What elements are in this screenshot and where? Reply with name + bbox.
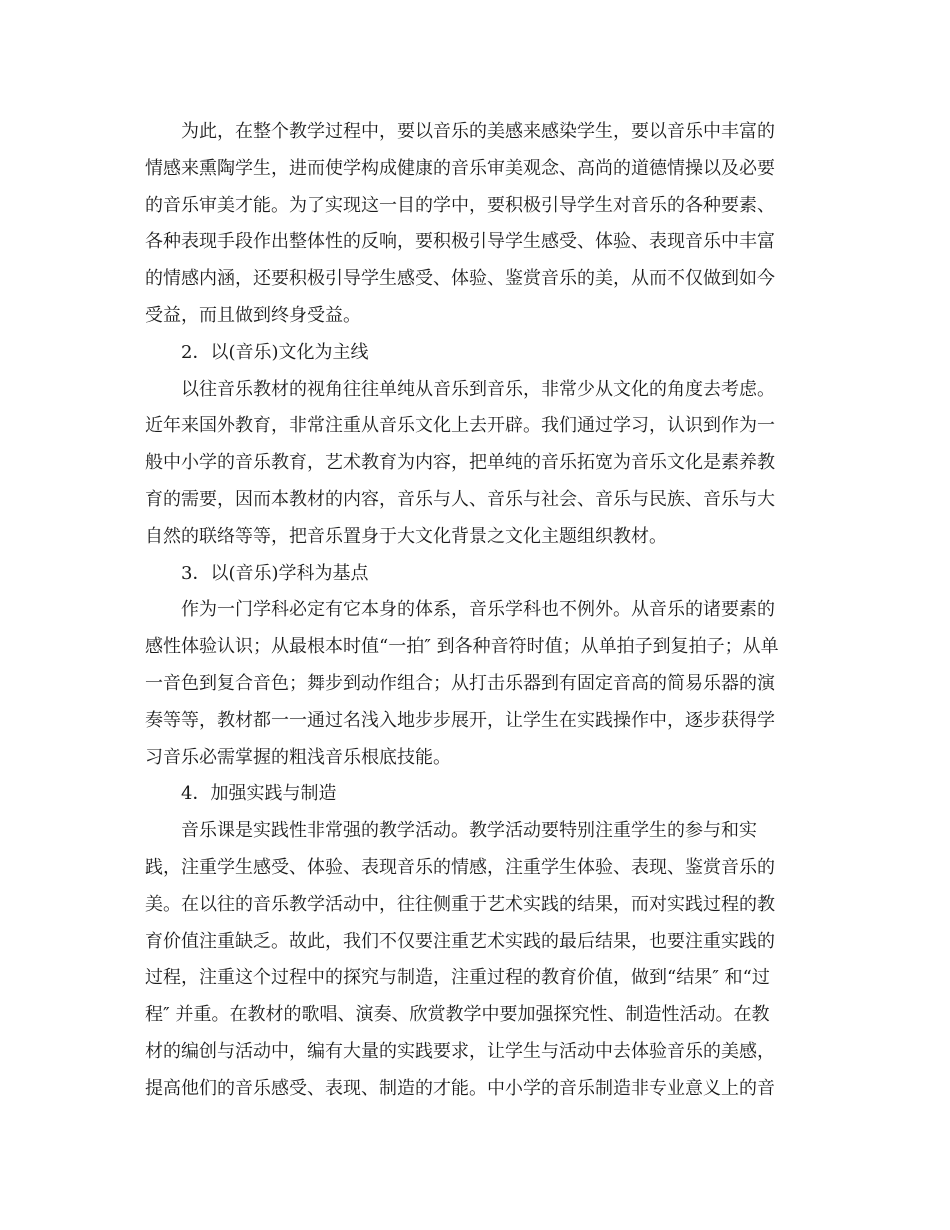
text-line: 材的编创与活动中，编有大量的实践要求，让学生与活动中去体验音乐的美感，	[145, 1040, 775, 1062]
text-line: 美。在以往的音乐教学活动中，往往侧重于艺术实践的结果，而对实践过程的教	[145, 893, 775, 915]
text-line: 2．以(音乐)文化为主线	[181, 341, 369, 363]
text-line: 奏等等，教材都一一通过名浅入地步步展开，让学生在实践操作中，逐步获得学	[145, 709, 775, 731]
text-line: 以往音乐教材的视角往往单纯从音乐到音乐，非常少从文化的角度去考虑。	[181, 378, 775, 400]
text-line: 自然的联络等等，把音乐置身于大文化背景之文化主题组织教材。	[145, 525, 667, 547]
text-line: 为此，在整个教学过程中，要以音乐的美感来感染学生，要以音乐中丰富的	[181, 121, 775, 142]
text-line: 作为一门学科必定有它本身的体系，音乐学科也不例外。从音乐的诸要素的	[181, 599, 775, 621]
text-line: 受益，而且做到终身受益。	[145, 304, 361, 326]
text-line: 情感来熏陶学生，进而使学构成健康的音乐审美观念、高尚的道德情操以及必要	[145, 157, 775, 179]
text-line: 提高他们的音乐感受、表现、制造的才能。中小学的音乐制造非专业意义上的音	[145, 1077, 775, 1099]
text-line: 的情感内涵，还要积极引导学生感受、体验、鉴赏音乐的美，从而不仅做到如今	[145, 268, 775, 290]
text-line: 3．以(音乐)学科为基点	[181, 562, 369, 584]
text-line: 音乐课是实践性非常强的教学活动。教学活动要特别注重学生的参与和实	[181, 820, 757, 842]
text-line: 践，注重学生感受、体验、表现音乐的情感，注重学生体验、表现、鉴赏音乐的	[145, 856, 775, 878]
text-line: 过程，注重这个过程中的探究与制造，注重过程的教育价值，做到“结果″ 和“过	[145, 967, 770, 989]
text-line: 育价值注重缺乏。故此，我们不仅要注重艺术实践的最后结果，也要注重实践的	[145, 930, 775, 952]
text-line: 程″ 并重。在教材的歌唱、演奏、欣赏教学中要加强探究性、制造性活动。在教	[145, 1004, 770, 1026]
text-line: 各种表现手段作出整体性的反响，要积极引导学生感受、体验、表现音乐中丰富	[145, 231, 775, 253]
text-line: 4．加强实践与制造	[181, 783, 337, 805]
text-line: 习音乐必需掌握的粗浅音乐根底技能。	[145, 746, 451, 768]
text-line: 近年来国外教育，非常注重从音乐文化上去开辟。我们通过学习，认识到作为一	[145, 415, 775, 437]
text-line: 般中小学的音乐教育，艺术教育为内容，把单纯的音乐拓宽为音乐文化是素养教	[145, 452, 775, 474]
text-line: 的音乐审美才能。为了实现这一目的学中，要积极引导学生对音乐的各种要素、	[145, 194, 775, 216]
text-line: 一音色到复合音色；舞步到动作组合；从打击乐器到有固定音高的简易乐器的演	[145, 672, 775, 694]
document-body	[145, 114, 805, 1108]
text-line: 育的需要，因而本教材的内容，音乐与人、音乐与社会、音乐与民族、音乐与大	[145, 488, 775, 510]
text-line: 感性体验认识；从最根本时值“一拍″ 到各种音符时值；从单拍子到复拍子；从单	[145, 636, 779, 658]
